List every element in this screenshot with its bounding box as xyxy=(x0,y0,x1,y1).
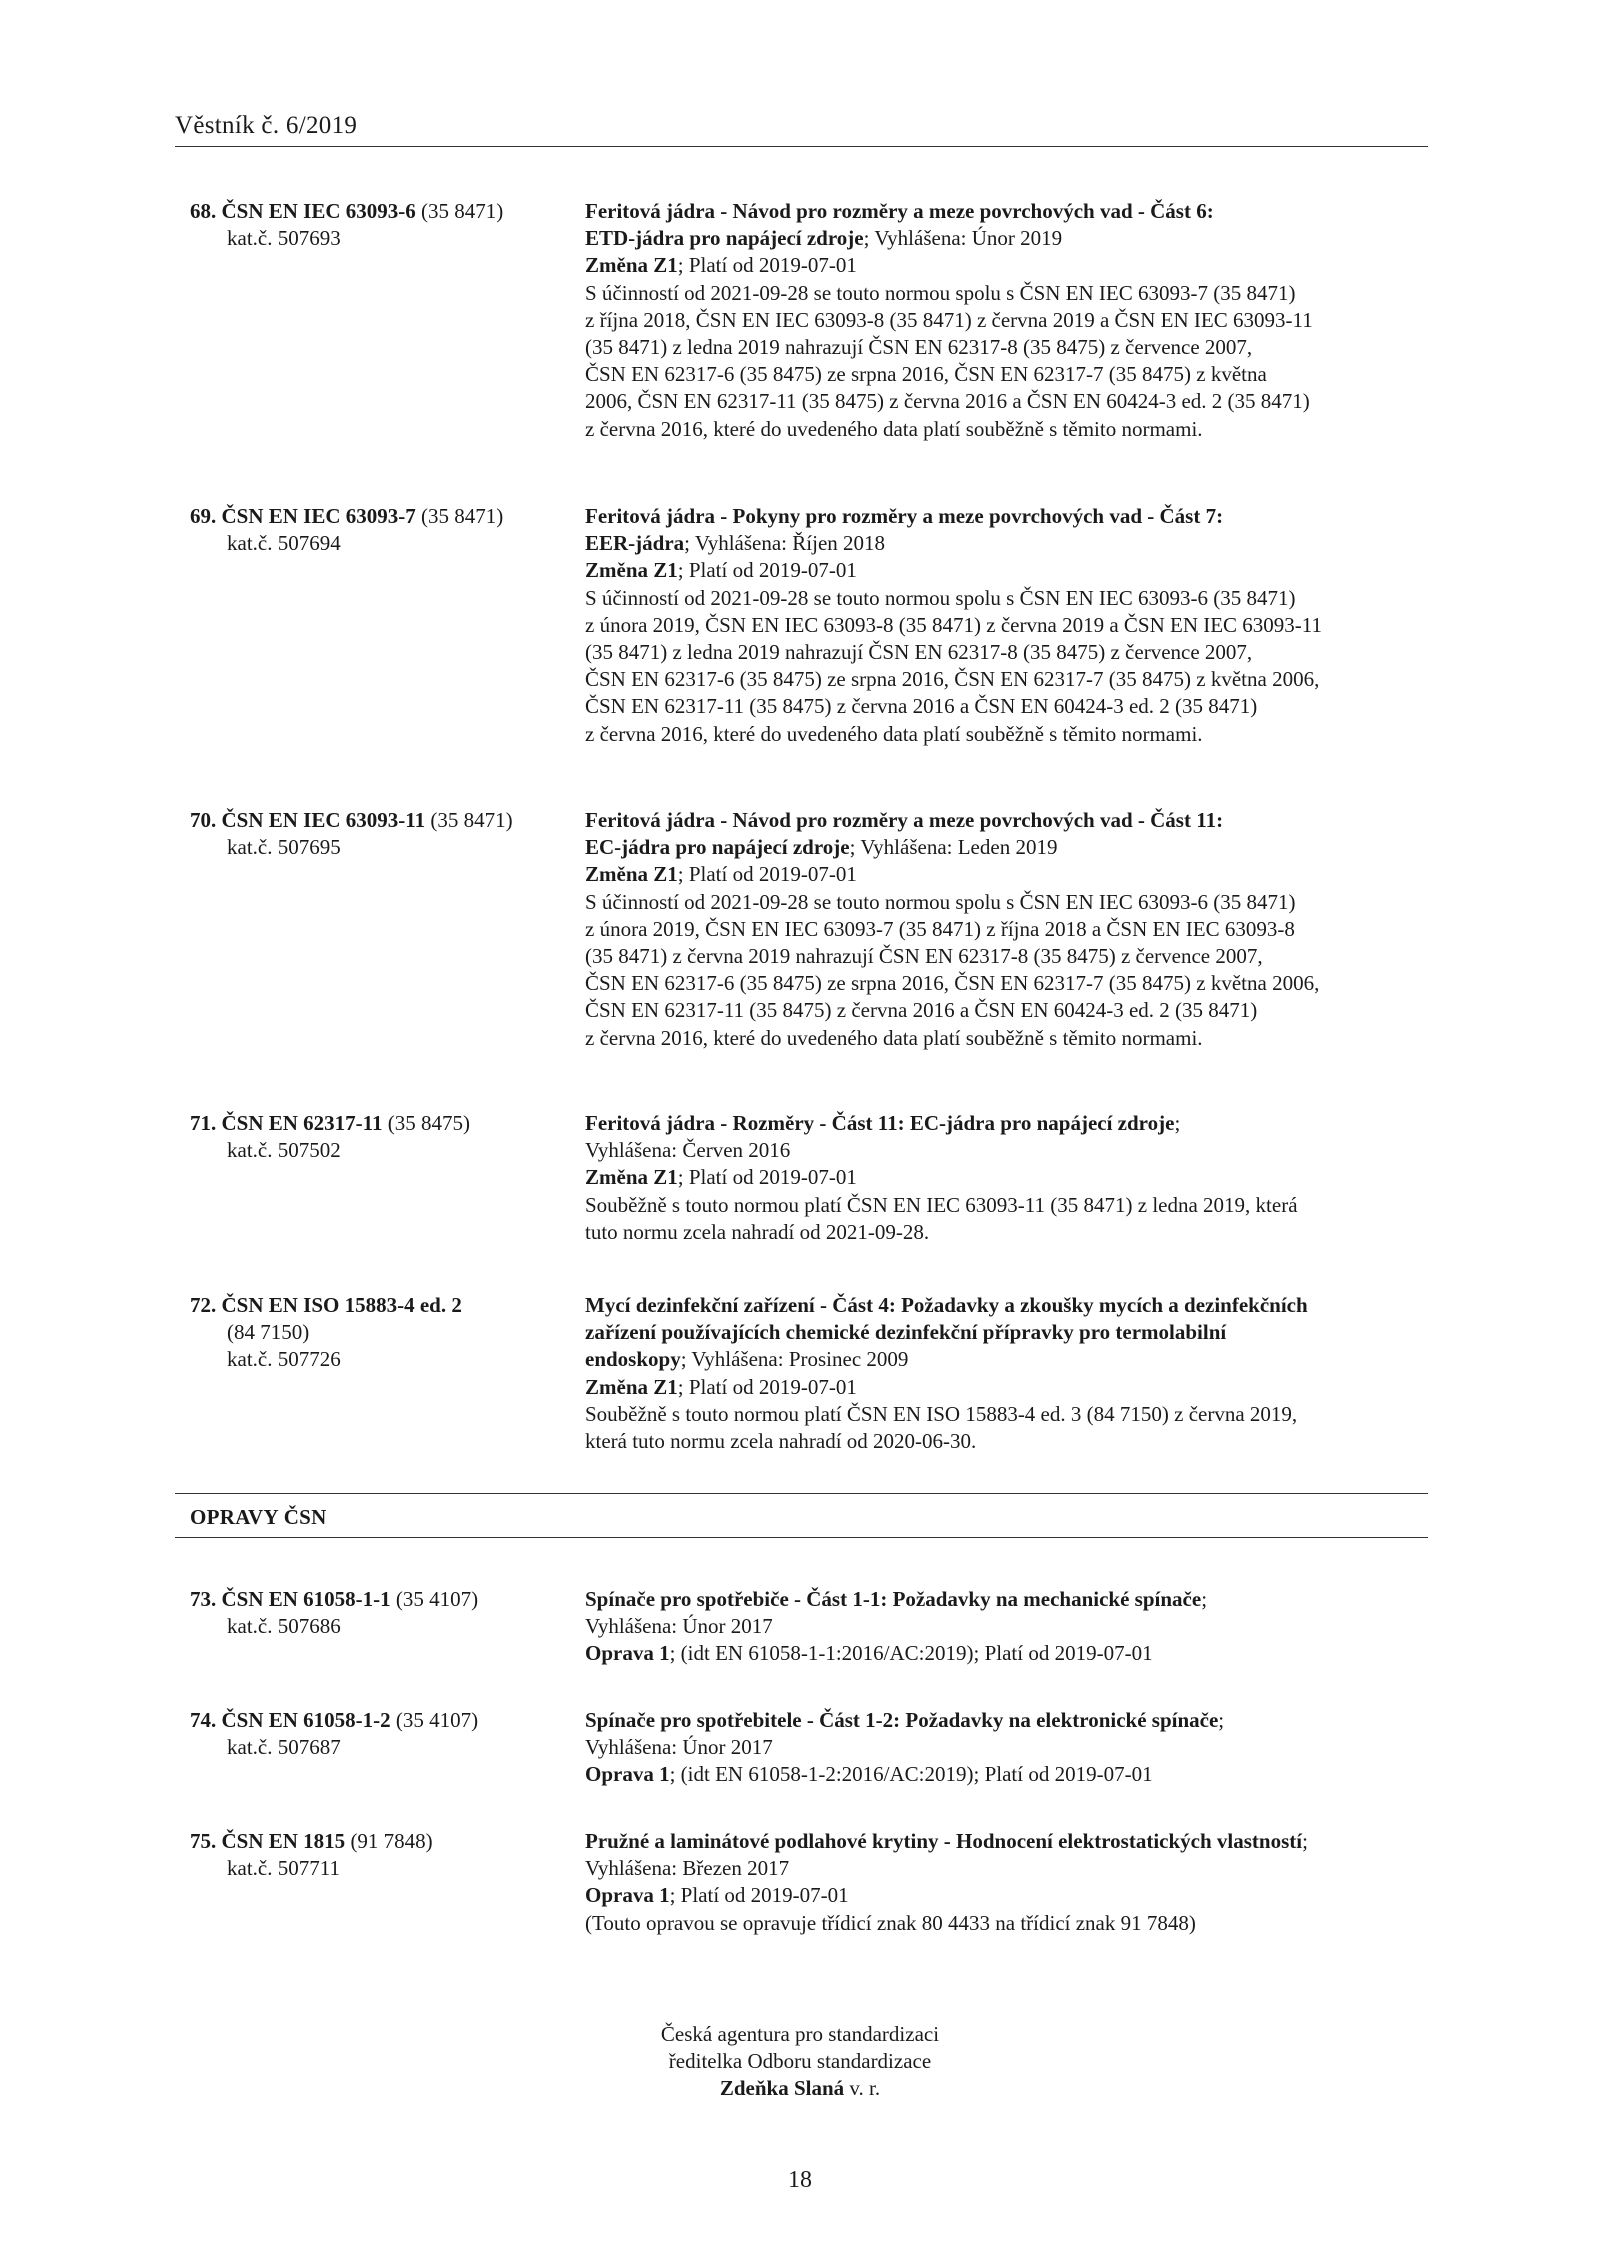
change-label: Změna Z1 xyxy=(585,862,678,887)
page-number: 18 xyxy=(788,2167,812,2193)
agency-name: Česká agentura pro standardizaci xyxy=(660,2022,940,2046)
entry-details xyxy=(585,1586,1428,1668)
entry-details xyxy=(585,1110,1428,1246)
entry-designation xyxy=(190,807,570,861)
valid-from: ; Platí od 2019-07-01 xyxy=(677,1165,857,1190)
signatory-suffix: v. r. xyxy=(844,2076,881,2101)
correction-details: ; (idt EN 61058-1-2:2016/AC:2019); Platí od 2019-07-01 xyxy=(669,1762,1153,1787)
standard-code: ČSN EN ISO 15883-4 ed. 2 xyxy=(221,1293,462,1317)
signatory-role: ředitelka Odboru standardizace xyxy=(668,2049,932,2074)
note-line: Souběžně s touto normou platí ČSN EN ISO 15883-4 ed. 3 (84 7150) z června 2019, xyxy=(585,1401,1298,1426)
classification-code: (35 4107) xyxy=(390,1708,479,1732)
note-line: z června 2016, které do uvedeného data platí souběžně s těmito normami. xyxy=(585,1025,1203,1050)
correction-label: Oprava 1 xyxy=(585,1641,670,1666)
entry-details xyxy=(585,1707,1428,1789)
entry-number: 75. xyxy=(190,1829,217,1853)
valid-from: ; Platí od 2019-07-01 xyxy=(677,862,857,887)
title-separator: ; xyxy=(1218,1708,1225,1732)
entry-number: 71. xyxy=(190,1111,217,1135)
announced-date: ; Vyhlášena: Říjen 2018 xyxy=(684,531,886,556)
valid-from: ; Platí od 2019-07-01 xyxy=(677,253,857,278)
standard-title: Feritová jádra - Návod pro rozměry a meze povrchových vad - Část 6: xyxy=(585,199,1214,223)
section-divider-top xyxy=(175,1493,1428,1494)
entry-number: 70. xyxy=(190,808,217,832)
standard-code: ČSN EN 61058-1-1 xyxy=(221,1587,391,1611)
note-line: S účinností od 2021-09-28 se touto normou spolu s ČSN EN IEC 63093-7 (35 8471) xyxy=(585,280,1296,305)
entry-details xyxy=(585,1828,1428,1937)
change-label: Změna Z1 xyxy=(585,1165,678,1190)
note-line: z února 2019, ČSN EN IEC 63093-8 (35 8471) z června 2019 a ČSN EN IEC 63093-11 xyxy=(585,612,1323,637)
note-line: S účinností od 2021-09-28 se touto normou spolu s ČSN EN IEC 63093-6 (35 8471) xyxy=(585,585,1296,610)
valid-from: ; Platí od 2019-07-01 xyxy=(677,558,857,583)
title-separator: ; xyxy=(1174,1111,1181,1135)
note-line: z června 2016, které do uvedeného data platí souběžně s těmito normami. xyxy=(585,721,1203,746)
standard-code: ČSN EN 1815 xyxy=(221,1829,346,1853)
classification-code: (35 8471) xyxy=(425,808,513,832)
announced-date: Vyhlášena: Březen 2017 xyxy=(585,1856,790,1881)
standard-title: Pružné a laminátové podlahové krytiny - Hodnocení elektrostatických vlastností xyxy=(585,1829,1303,1853)
entry-designation xyxy=(190,1292,570,1374)
note-line: ČSN EN 62317-6 (35 8475) ze srpna 2016, ČSN EN 62317-7 (35 8475) z května 2006, xyxy=(585,971,1320,996)
correction-label: Oprava 1 xyxy=(585,1883,670,1908)
note-line: která tuto normu zcela nahradí od 2020-06-30. xyxy=(585,1429,977,1454)
standard-code: ČSN EN IEC 63093-11 xyxy=(221,808,426,832)
classification-code: (91 7848) xyxy=(345,1829,433,1853)
entry-designation xyxy=(190,1707,570,1761)
header-divider xyxy=(175,146,1428,147)
title-separator: ; xyxy=(1201,1587,1208,1611)
note-line: z října 2018, ČSN EN IEC 63093-8 (35 8471) z června 2019 a ČSN EN IEC 63093-11 xyxy=(585,307,1313,332)
entry-number: 73. xyxy=(190,1587,217,1611)
signature-block xyxy=(0,2021,1600,2103)
entry-details xyxy=(585,1292,1428,1455)
announced-date: ; Vyhlášena: Prosinec 2009 xyxy=(680,1347,909,1372)
correction-details: ; Platí od 2019-07-01 xyxy=(669,1883,849,1908)
catalog-number: kat.č. 507711 xyxy=(227,1856,340,1881)
change-label: Změna Z1 xyxy=(585,1374,678,1399)
entry-designation xyxy=(190,1586,570,1640)
note-line: tuto normu zcela nahradí od 2021-09-28. xyxy=(585,1219,930,1244)
standard-title: Feritová jádra - Rozměry - Část 11: EC-jádra pro napájecí zdroje xyxy=(585,1111,1175,1135)
entry-designation xyxy=(190,1110,570,1164)
standard-title: Mycí dezinfekční zařízení - Část 4: Požadavky a zkoušky mycích a dezinfekčních xyxy=(585,1293,1308,1317)
journal-title: Věstník č. 6/2019 xyxy=(175,112,358,139)
classification-code: (35 8471) xyxy=(415,504,504,528)
standard-title: Spínače pro spotřebitele - Část 1-2: Požadavky na elektronické spínače xyxy=(585,1708,1219,1732)
note-line: ČSN EN 62317-11 (35 8475) z června 2016 a ČSN EN 60424-3 ed. 2 (35 8471) xyxy=(585,694,1258,719)
catalog-number: kat.č. 507726 xyxy=(227,1347,341,1372)
catalog-number: kat.č. 507694 xyxy=(227,531,341,556)
section-divider-bottom xyxy=(175,1537,1428,1538)
note-line: (35 8471) z června 2019 nahrazují ČSN EN 62317-8 (35 8475) z července 2007, xyxy=(585,944,1263,969)
standard-code: ČSN EN 62317-11 xyxy=(221,1111,383,1135)
standard-title: Spínače pro spotřebiče - Část 1-1: Požadavky na mechanické spínače xyxy=(585,1587,1202,1611)
valid-from: ; Platí od 2019-07-01 xyxy=(677,1374,857,1399)
correction-label: Oprava 1 xyxy=(585,1762,670,1787)
announced-date: Vyhlášena: Červen 2016 xyxy=(585,1138,791,1163)
entry-designation xyxy=(190,198,570,252)
classification-code: (35 8471) xyxy=(415,199,504,223)
note-line: ČSN EN 62317-6 (35 8475) ze srpna 2016, ČSN EN 62317-7 (35 8475) z května 2006, xyxy=(585,667,1320,692)
standard-title-cont: EER-jádra xyxy=(585,531,685,556)
note-line: (35 8471) z ledna 2019 nahrazují ČSN EN 62317-8 (35 8475) z července 2007, xyxy=(585,640,1253,665)
standard-title: Feritová jádra - Návod pro rozměry a meze povrchových vad - Část 11: xyxy=(585,808,1224,832)
note-line: (35 8471) z ledna 2019 nahrazují ČSN EN 62317-8 (35 8475) z července 2007, xyxy=(585,335,1253,360)
standard-code: ČSN EN IEC 63093-6 xyxy=(221,199,416,223)
change-label: Změna Z1 xyxy=(585,558,678,583)
catalog-number: kat.č. 507686 xyxy=(227,1614,341,1639)
note-line: Souběžně s touto normou platí ČSN EN IEC 63093-11 (35 8471) z ledna 2019, která xyxy=(585,1192,1298,1217)
change-label: Změna Z1 xyxy=(585,253,678,278)
note-line: ČSN EN 62317-11 (35 8475) z června 2016 a ČSN EN 60424-3 ed. 2 (35 8471) xyxy=(585,998,1258,1023)
entry-designation xyxy=(190,1828,570,1882)
note-line: S účinností od 2021-09-28 se touto normou spolu s ČSN EN IEC 63093-6 (35 8471) xyxy=(585,889,1296,914)
standard-title-cont: ETD-jádra pro napájecí zdroje xyxy=(585,226,864,251)
note-line: 2006, ČSN EN 62317-11 (35 8475) z června 2016 a ČSN EN 60424-3 ed. 2 (35 8471) xyxy=(585,389,1310,414)
announced-date: ; Vyhlášena: Leden 2019 xyxy=(849,835,1058,860)
standard-title-cont: endoskopy xyxy=(585,1347,681,1372)
note-line: ČSN EN 62317-6 (35 8475) ze srpna 2016, ČSN EN 62317-7 (35 8475) z května xyxy=(585,362,1267,387)
entry-details xyxy=(585,198,1428,443)
classification-code: (84 7150) xyxy=(227,1320,310,1345)
catalog-number: kat.č. 507695 xyxy=(227,835,341,860)
title-separator: ; xyxy=(1302,1829,1308,1853)
entry-number: 68. xyxy=(190,199,217,223)
catalog-number: kat.č. 507502 xyxy=(227,1138,341,1163)
announced-date: ; Vyhlášena: Únor 2019 xyxy=(863,226,1063,251)
classification-code: (35 4107) xyxy=(390,1587,479,1611)
entry-designation xyxy=(190,503,570,557)
standard-title-cont: EC-jádra pro napájecí zdroje xyxy=(585,835,850,860)
standard-title-cont: zařízení používajících chemické dezinfekční přípravky pro termolabilní xyxy=(585,1320,1227,1345)
entry-number: 72. xyxy=(190,1293,217,1317)
entry-details xyxy=(585,807,1428,1052)
note-line: z června 2016, které do uvedeného data platí souběžně s těmito normami. xyxy=(585,416,1203,441)
catalog-number: kat.č. 507687 xyxy=(227,1735,341,1760)
announced-date: Vyhlášena: Únor 2017 xyxy=(585,1614,773,1639)
correction-details: ; (idt EN 61058-1-1:2016/AC:2019); Platí od 2019-07-01 xyxy=(669,1641,1153,1666)
standard-code: ČSN EN IEC 63093-7 xyxy=(221,504,416,528)
catalog-number: kat.č. 507693 xyxy=(227,226,341,251)
entry-details xyxy=(585,503,1428,748)
section-title: OPRAVY ČSN xyxy=(190,1505,327,1529)
announced-date: Vyhlášena: Únor 2017 xyxy=(585,1735,773,1760)
signatory-name: Zdeňka Slaná xyxy=(719,2076,845,2101)
standard-title: Feritová jádra - Pokyny pro rozměry a meze povrchových vad - Část 7: xyxy=(585,504,1224,528)
entry-number: 69. xyxy=(190,504,217,528)
correction-note: (Touto opravou se opravuje třídicí znak 80 4433 na třídicí znak 91 7848) xyxy=(585,1910,1196,1935)
note-line: z února 2019, ČSN EN IEC 63093-7 (35 8471) z října 2018 a ČSN EN IEC 63093-8 xyxy=(585,916,1295,941)
entry-number: 74. xyxy=(190,1708,217,1732)
classification-code: (35 8475) xyxy=(382,1111,471,1135)
standard-code: ČSN EN 61058-1-2 xyxy=(221,1708,391,1732)
